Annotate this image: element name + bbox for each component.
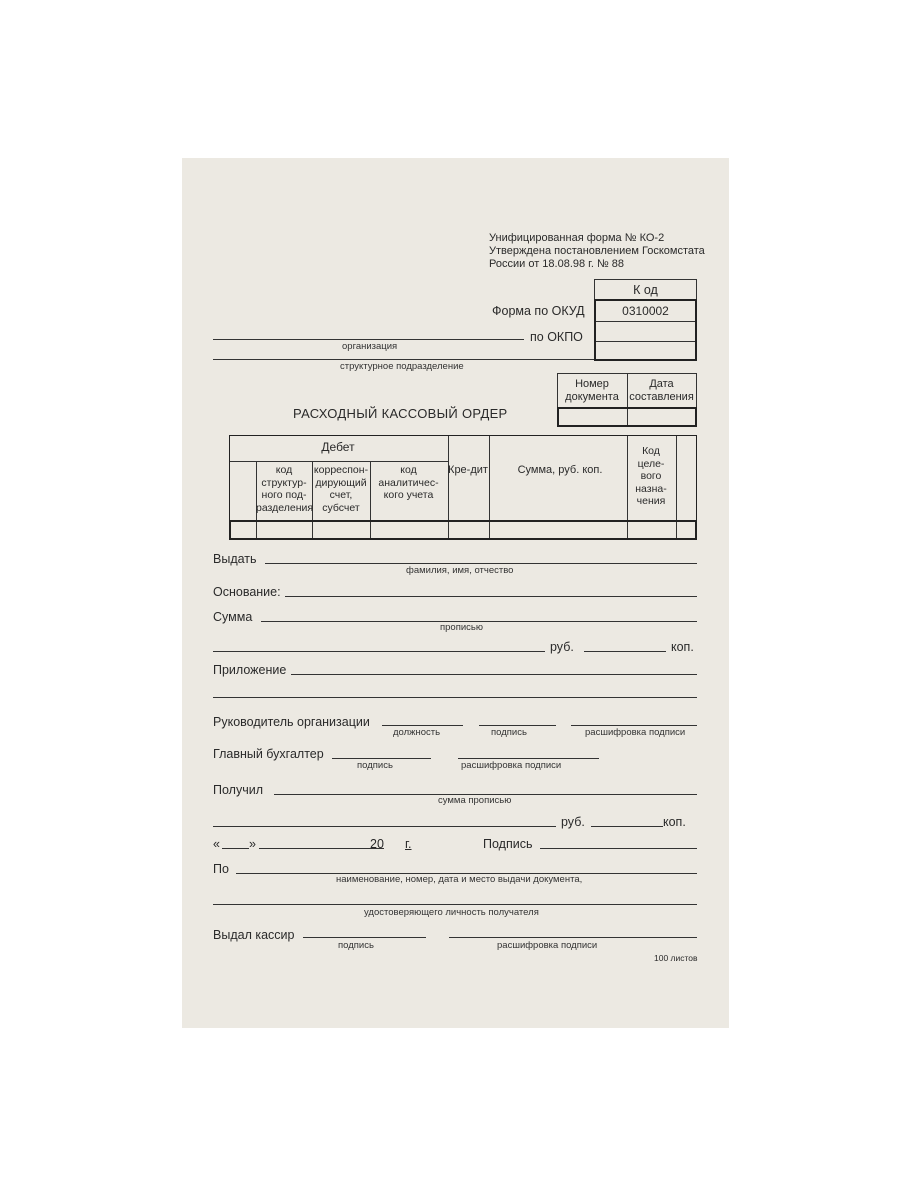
sum-kop-field[interactable] [584, 651, 666, 652]
manager-decode-field[interactable] [571, 725, 697, 726]
okud-value[interactable]: 0310002 [622, 304, 669, 318]
manager-decode-caption: расшифровка подписи [585, 727, 686, 738]
sheets-note: 100 листов [654, 953, 698, 963]
manager-label: Руководитель организации [213, 715, 370, 729]
cashier-label: Выдал кассир [213, 928, 295, 942]
manager-position-caption: должность [393, 727, 441, 738]
dept-code-header: код структур-ного под-разделения [256, 464, 314, 514]
chief-decode-caption: расшифровка подписи [461, 760, 562, 771]
chief-accountant-label: Главный бухгалтер [213, 747, 324, 761]
received-label: Получил [213, 783, 263, 797]
manager-signature-caption: подпись [491, 727, 527, 738]
attachment-field[interactable] [291, 674, 697, 675]
id-document-caption-2: удостоверяющего личность получателя [364, 907, 539, 918]
received-rub-field[interactable] [213, 826, 556, 827]
organization-caption: организация [342, 341, 398, 352]
signature-label: Подпись [483, 837, 533, 851]
recipient-name-caption: фамилия, имя, отчество [406, 565, 514, 576]
received-sum-words-caption: сумма прописью [438, 795, 512, 806]
purpose-header: Код целе-вого назна-чения [635, 445, 667, 507]
manager-signature-field[interactable] [479, 725, 556, 726]
sum-label: Сумма [213, 610, 253, 624]
sum-header: Сумма, руб. коп. [517, 464, 603, 476]
recipient-name-field[interactable] [265, 563, 697, 564]
id-document-caption: наименование, номер, дата и место выдачи документа, [336, 874, 583, 885]
account-header: корреспон-дирующий счет, субсчет [313, 464, 369, 514]
date-month-field[interactable] [259, 848, 384, 849]
doc-date-header: Дата составления [629, 378, 694, 403]
codes-header: К од [633, 283, 658, 297]
form-number-line: Унифицированная форма № КО-2 [489, 232, 665, 244]
issue-label: Выдать [213, 552, 257, 566]
department-field[interactable] [213, 359, 594, 360]
okpo-label: по ОКПО [530, 330, 583, 344]
cashier-signature-field[interactable] [303, 937, 426, 938]
received-kop-field[interactable] [591, 826, 663, 827]
document-title: РАСХОДНЫЙ КАССОВЫЙ ОРДЕР [293, 406, 508, 421]
sum-kop-label: коп. [671, 640, 694, 654]
date-close-quote: » [249, 837, 256, 851]
manager-position-field[interactable] [382, 725, 463, 726]
department-caption: структурное подразделение [340, 361, 464, 372]
credit-header: Кре-дит [448, 464, 488, 476]
year-prefix: 20 [370, 837, 384, 851]
attachment-field-2[interactable] [213, 697, 697, 698]
received-kop-label: коп. [663, 815, 686, 829]
date-day-field[interactable] [222, 848, 249, 849]
cashier-signature-caption: подпись [338, 940, 374, 951]
doc-number-header: Номер документа [565, 378, 619, 403]
sum-rub-field[interactable] [213, 651, 545, 652]
cashier-decode-field[interactable] [449, 937, 697, 938]
recipient-signature-field[interactable] [540, 848, 697, 849]
organization-field[interactable] [213, 339, 524, 340]
debit-header: Дебет [321, 440, 355, 454]
basis-field[interactable] [285, 596, 697, 597]
approval-line: Утверждена постановлением Госкомстата [489, 245, 705, 257]
chief-decode-field[interactable] [458, 758, 599, 759]
sum-rub-label: руб. [550, 640, 574, 654]
basis-label: Основание: [213, 585, 281, 599]
cashier-decode-caption: расшифровка подписи [497, 940, 598, 951]
id-document-field-2[interactable] [213, 904, 697, 905]
received-rub-label: руб. [561, 815, 585, 829]
by-document-label: По [213, 862, 229, 876]
table-values-row[interactable] [229, 520, 697, 540]
approval-date-line: России от 18.08.98 г. № 88 [489, 258, 625, 270]
year-suffix: г. [405, 837, 412, 851]
sum-words-caption: прописью [440, 622, 483, 633]
chief-signature-field[interactable] [332, 758, 431, 759]
date-open-quote: « [213, 837, 220, 851]
analytic-header: код аналитичес-кого учета [378, 464, 439, 501]
okud-label: Форма по ОКУД [492, 304, 585, 318]
chief-signature-caption: подпись [357, 760, 393, 771]
doc-number-value-row[interactable] [557, 407, 697, 427]
attachment-label: Приложение [213, 663, 287, 677]
